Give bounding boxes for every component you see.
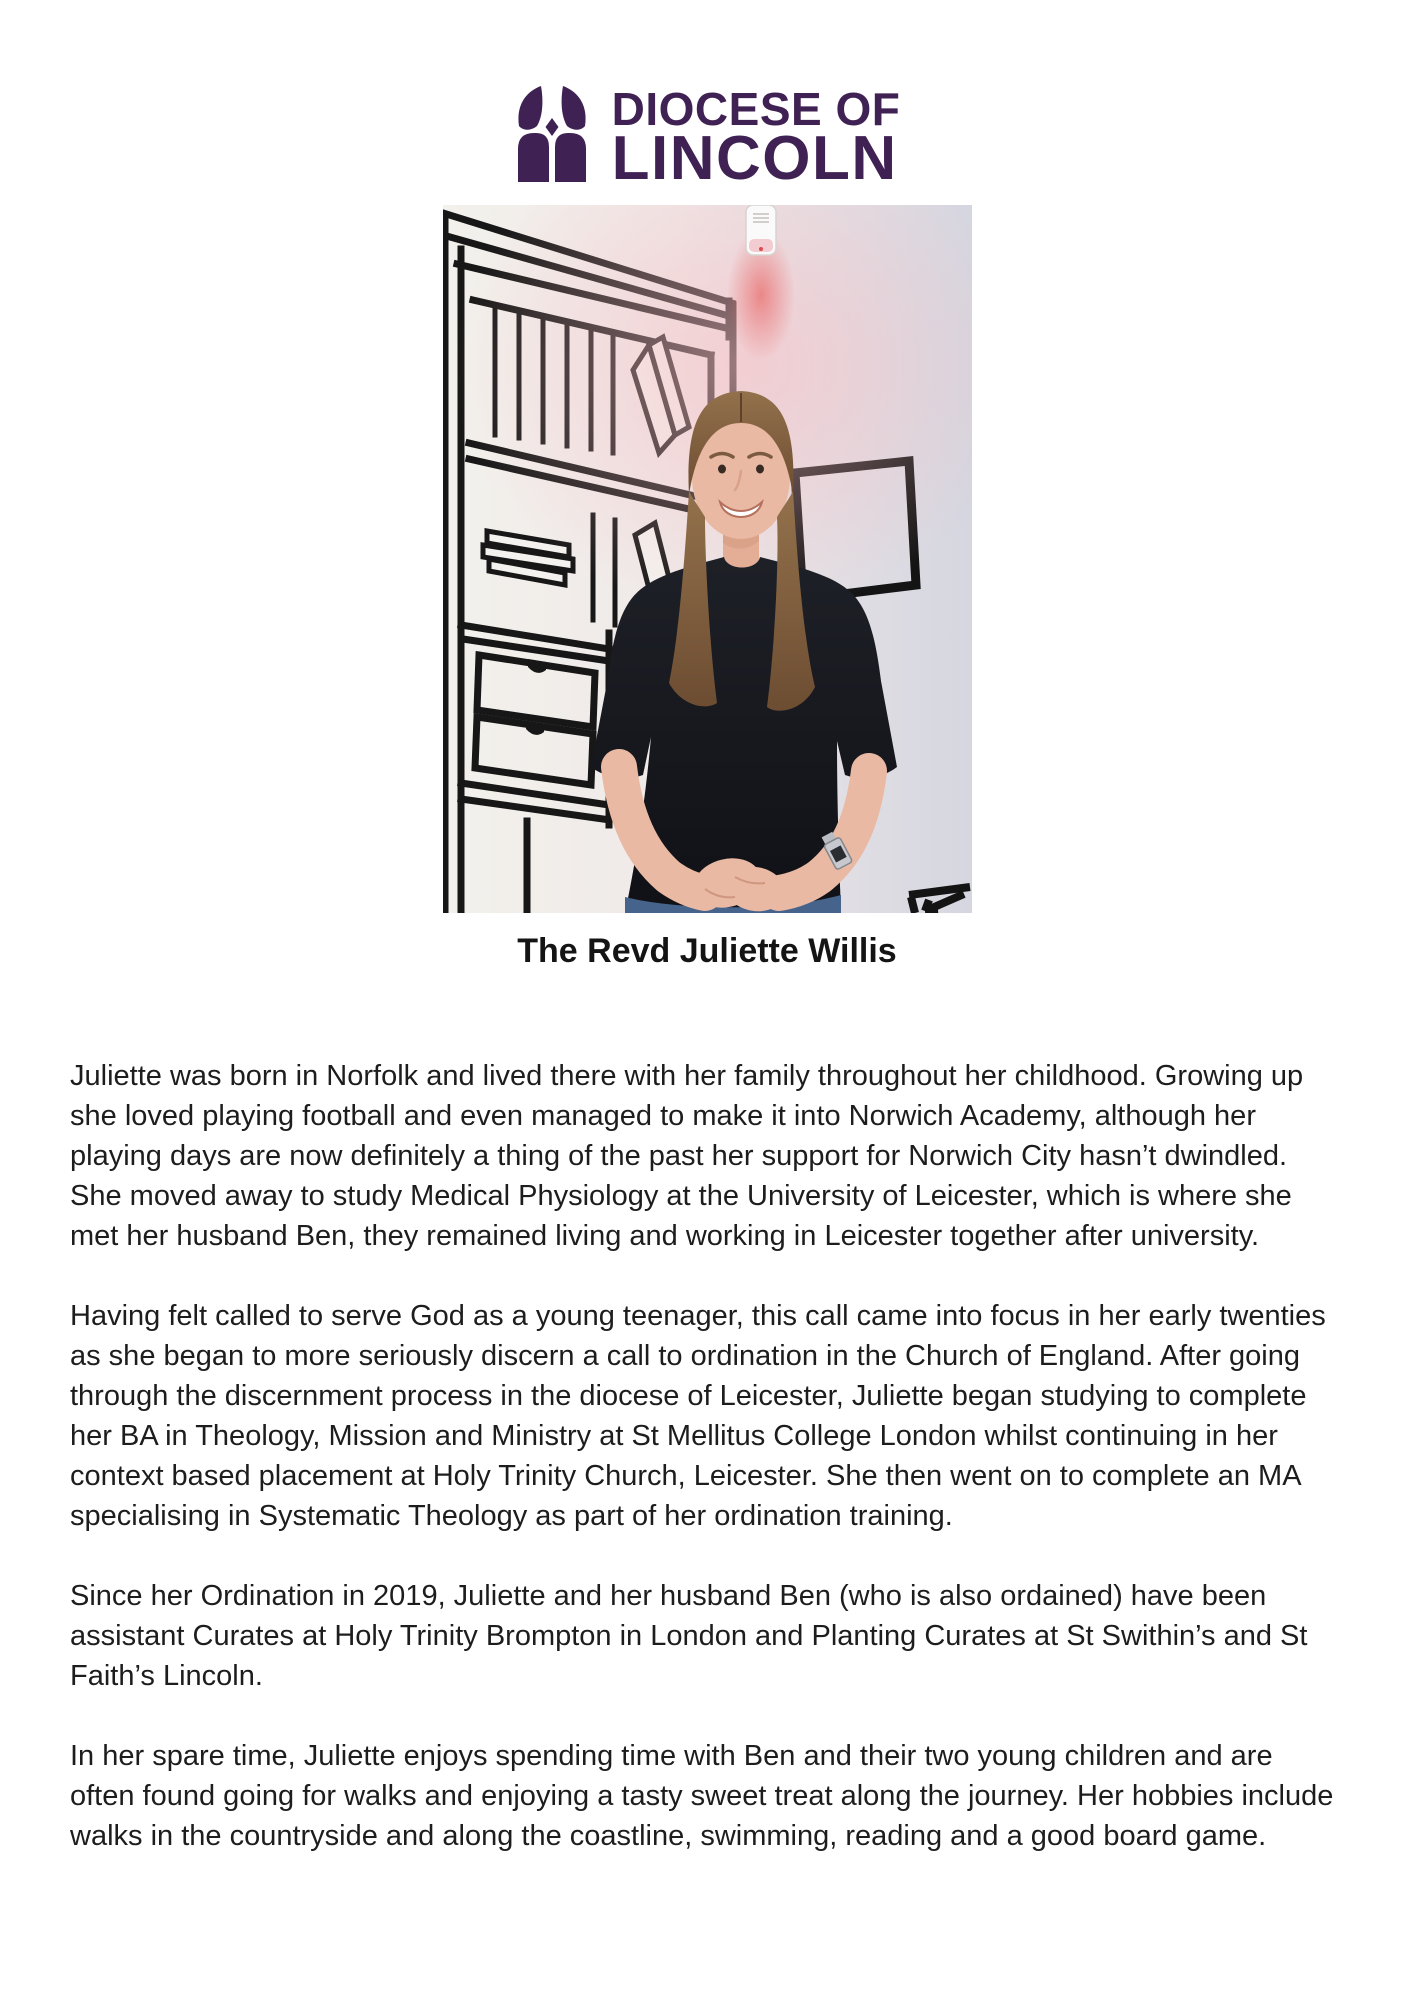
- bio-paragraph-1: Juliette was born in Norfolk and lived there with her family throughout her childhood. Growing up she loved playing football and even managed to make it into Norwich Academy, although her playing days are now definitely a thing of the past her support for Norwich City hasn’t dwindled. She moved away to study Medical Physiology at the University of Leicester, which is where she met her husband Ben, they remained living and working in Leicester together after university.: [70, 1060, 1304, 1253]
- diocese-of-lincoln-icon: [514, 86, 590, 182]
- diocese-logo-wordmark: [611, 83, 901, 193]
- portrait-photo-illustration: [443, 205, 972, 913]
- photo-caption: The Revd Juliette Willis: [517, 932, 897, 971]
- biography-article: [70, 1056, 1344, 1856]
- diocese-logo: [0, 0, 1414, 193]
- bio-paragraph-3: Since her Ordination in 2019, Juliette and her husband Ben (who is also ordained) have been assistant Curates at Holy Trinity Brompton in London and Planting Curates at St Swithin’s and St Faith’s Lincoln.: [70, 1580, 1308, 1693]
- logo-text-line1: DIOCESE OF: [611, 83, 901, 135]
- bio-paragraph-2: Having felt called to serve God as a young teenager, this call came into focus in her early twenties as she began to more seriously discern a call to ordination in the Church of England. After going through the discernment process in the diocese of Leicester, Juliette began studying to complete her BA in Theology, Mission and Ministry at St Mellitus College London whilst continuing in her context based placement at Holy Trinity Church, Leicester. She then went on to complete an MA specialising in Systematic Theology as part of her ordination training.: [70, 1300, 1326, 1533]
- portrait-photo: [443, 205, 972, 913]
- bio-paragraph-4: In her spare time, Juliette enjoys spending time with Ben and their two young children and are often found going for walks and enjoying a tasty sweet treat along the journey. Her hobbies include walks in the countryside and along the coastline, swimming, reading and a good board game.: [70, 1740, 1334, 1853]
- wall-sensor: [746, 205, 776, 255]
- logo-text-line2: LINCOLN: [611, 124, 898, 193]
